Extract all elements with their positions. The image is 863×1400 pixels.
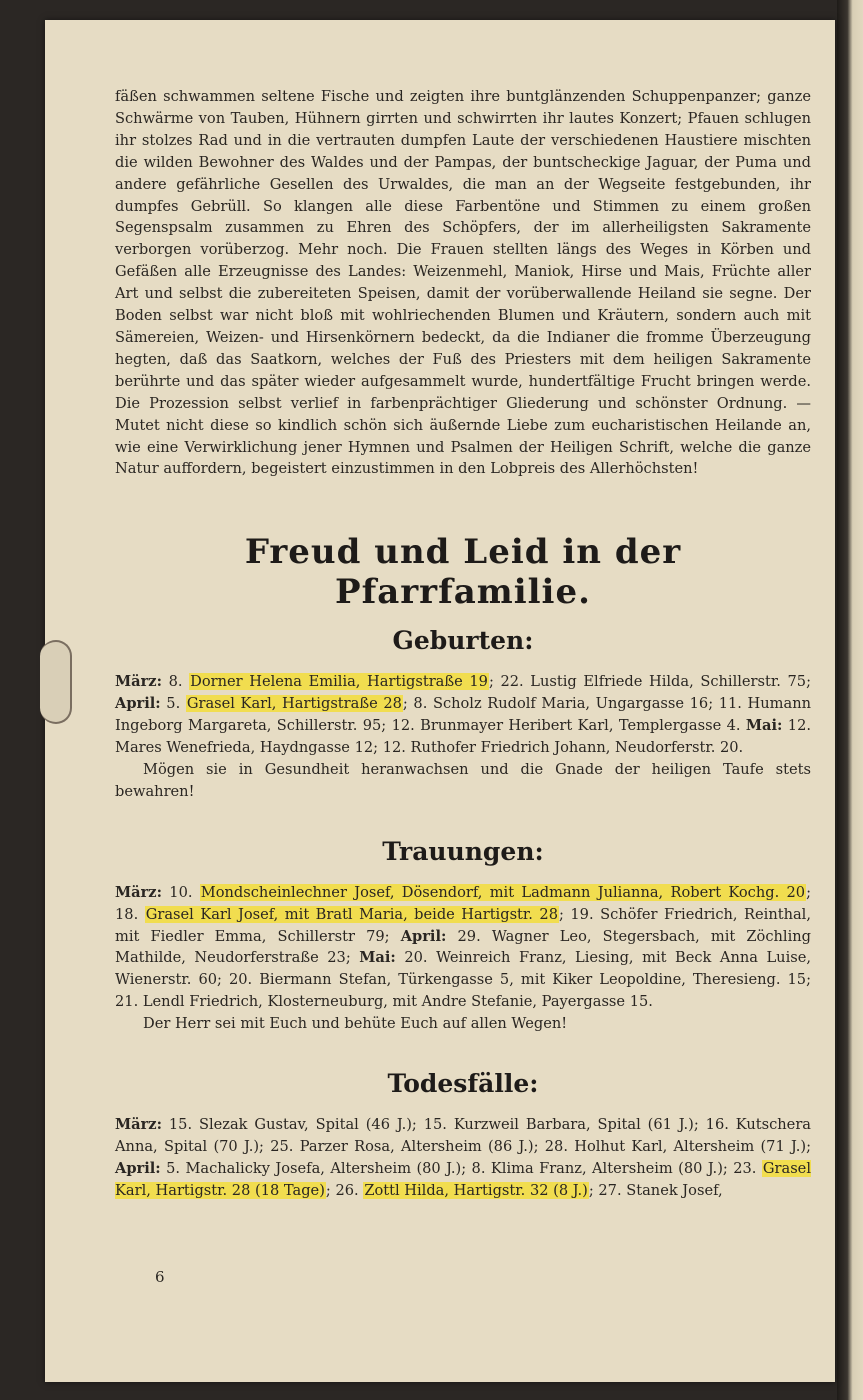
entry-text: ; 19. Schöfer Friedrich, Reinthal, mit Fiedler Emma, Schillerstr 79; [115,905,811,945]
month-label: April: [115,695,161,713]
births-paragraph [115,671,811,759]
highlighted-entry: Dorner Helena Emilia, Hartigstraße 19 [190,673,488,691]
page-content [115,86,811,1202]
deaths-heading: Todesfälle: [387,1069,539,1099]
births-blessing: Mögen sie in Gesundheit heranwachsen und die Gnade der heiligen Taufe stets bewahren! [115,760,811,800]
highlighted-entry: Zottl Hilda, Hartigstr. 32 (8 J.) [364,1181,588,1199]
entry-text: 8. [161,673,190,691]
deaths-paragraph [115,1114,811,1202]
births-heading: Geburten: [392,626,534,656]
month-label: Mai: [745,717,783,735]
highlighted-entry: Grasel Karl, Hartigstraße 28 [186,695,402,713]
entry-text: 15. Slezak Gustav, Spital (46 J.); 15. Kurzweil Barbara, Spital (61 J.); 16. Kutschera Anna, Spital (70 J.); 25. Parzer Rosa, Altersheim (86 J.); 28. Holhut Karl, Altersheim (71 J.); [115,1116,811,1155]
page-number: 6 [155,1268,165,1286]
entry-text: ; 18. [115,883,811,923]
weddings-blessing: Der Herr sei mit Euch und behüte Euch auf allen Wegen! [143,1015,568,1033]
highlighted-entry: Grasel Karl, Hartigstr. 28 (18 Tage) [115,1159,811,1199]
entry-text: 29. Wagner Leo, Stegersbach, mit Zöchling Mathilde, Neudorferstraße 23; [115,927,811,967]
entry-text: 20. Weinreich Franz, Liesing, mit Beck Anna Luise, Wienerstr. 60; 20. Biermann Stefan, Türkengasse 5, mit Kiker Leopoldine, Theresieng. 15; 21. Lendl Friedrich, Klosterneuburg, mit Andre Stefanie, Payergasse 15. [115,949,811,1011]
entry-text: 12. Mares Wenefrieda, Haydngasse 12; 12. Ruthofer Friedrich Johann, Neudorferstr. 20. [115,717,811,757]
weddings-heading: Trauungen: [382,836,544,866]
entry-text: 10. [161,883,200,901]
month-label: April: [400,927,447,945]
entry-text: ; 22. Lustig Elfriede Hilda, Schillerstr. 75; [488,673,811,691]
month-label: März: [115,673,162,691]
month-label: Mai: [359,949,396,967]
section-title: Freud und Leid in der Pfarrfamilie. [244,532,682,613]
entry-text: ; 27. Stanek Josef, [588,1181,723,1199]
book-spine-edge [837,0,863,1400]
month-label: März: [115,883,162,901]
entry-text: ; 26. [325,1181,364,1199]
intro-paragraph: fäßen schwammen seltene Fische und zeigten ihre buntglänzenden Schuppenpanzer; ganze Schwärme von Tauben, Hühnern girrten und schwirrten ihr lautes Konzert; Pfauen schlugen ihr stolzes Rad und in die vertrauten dumpfen Laute der verschiedenen Haustiere mischten die wilden Bewohner des Waldes und der Pampas, der buntscheckige Jaguar, der Puma und andere gefährliche Gesellen des Urwaldes, die man an der Wegseite festgebunden, ihr dumpfes Gebrüll. So klangen alle diese Farbentöne und Stimmen zu einem großen Segenspsalm zusammen zu Ehren des Schöpfers, der im allerheiligsten Sakramente verborgen vorüberzog. Mehr noch. Die Frauen stellten längs des Weges in Körben und Gefäßen alle Erzeugnisse des Landes: Weizenmehl, Maniok, Hirse und Mais, Früchte aller Art und selbst die zubereiteten Speisen, damit der vorüberwallende Heiland sie segne. Der Boden selbst war nicht bloß mit wohlriechenden Blumen und Kräutern, sondern auch mit Sämereien, Weizen- und Hirsenkörnern bedeckt, da die Indianer die fromme Überzeugung hegten, daß das Saatkorn, welches der Fuß des Priesters mit dem heiligen Sakramente berührte und das später wieder aufgesammelt wurde, hundertfältige Frucht bringen werde. Die Prozession selbst verlief in farbenprächtiger Gliederung und schönster Ordnung. — Mutet nicht diese so kindlich schön sich äußernde Liebe zum eucharistischen Heilande an, wie eine Verwirklichung jener Hymnen und Psalmen der Heiligen Schrift, welche die ganze Natur auffordern, begeistert einzustimmen in den Lobpreis des Allerhöchsten! [115,88,811,478]
highlighted-entry: Grasel Karl Josef, mit Bratl Maria, beide Hartigstr. 28 [145,905,558,923]
entry-text: ; 8. Scholz Rudolf Maria, Ungargasse 16; 11. Humann Ingeborg Margareta, Schillerstr. 95; 12. Brunmayer Heribert Karl, Templergasse 4. [115,695,811,735]
entry-text: 5. Machalicky Josefa, Altersheim (80 J.); 8. Klima Franz, Altersheim (80 J.); 23. [160,1159,762,1177]
weddings-paragraph [115,882,811,1013]
month-label: April: [115,1159,161,1177]
month-label: März: [115,1116,162,1134]
page-tab-marker [40,640,72,724]
highlighted-entry: Mondscheinlechner Josef, Dösendorf, mit Ladmann Julianna, Robert Kochg. 20 [200,883,806,901]
entry-text: 5. [160,695,186,713]
